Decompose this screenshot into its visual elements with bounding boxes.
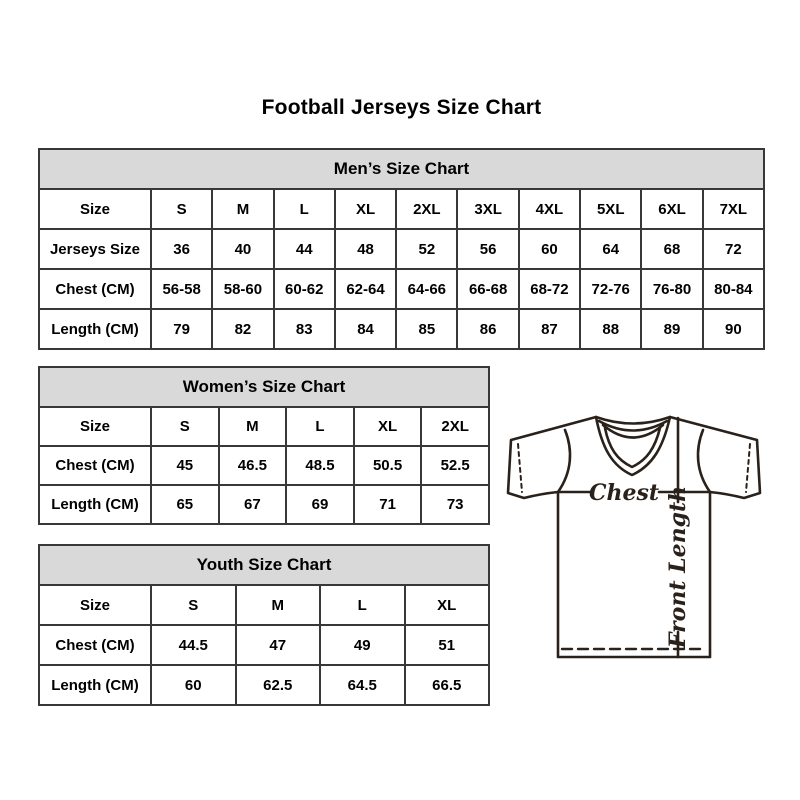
value-cell: 60 — [151, 665, 236, 705]
jersey-outline — [508, 417, 760, 657]
table-title: Men’s Size Chart — [39, 149, 764, 189]
table-title: Youth Size Chart — [39, 545, 489, 585]
value-cell: 88 — [580, 309, 641, 349]
row-header: Chest (CM) — [39, 269, 151, 309]
value-cell: 47 — [236, 625, 321, 665]
value-cell: 85 — [396, 309, 457, 349]
value-cell: 67 — [219, 485, 287, 524]
value-cell: 82 — [212, 309, 273, 349]
value-cell: 66-68 — [457, 269, 518, 309]
value-cell: 69 — [286, 485, 354, 524]
value-cell: 64.5 — [320, 665, 405, 705]
jersey-measurement-diagram — [508, 414, 766, 666]
value-cell: 46.5 — [219, 446, 287, 485]
column-header: XL — [354, 407, 422, 446]
value-cell: 65 — [151, 485, 219, 524]
column-header: 3XL — [457, 189, 518, 229]
right-sleeve-seam — [698, 430, 710, 492]
right-cuff-stitch — [746, 444, 750, 492]
row-header-label: Size — [39, 189, 151, 229]
value-cell: 89 — [641, 309, 702, 349]
value-cell: 36 — [151, 229, 212, 269]
womens-size-table — [38, 366, 490, 525]
value-cell: 76-80 — [641, 269, 702, 309]
value-cell: 80-84 — [703, 269, 764, 309]
value-cell: 83 — [274, 309, 335, 349]
column-header: L — [320, 585, 405, 625]
value-cell: 87 — [519, 309, 580, 349]
column-header: XL — [335, 189, 396, 229]
column-header: 4XL — [519, 189, 580, 229]
value-cell: 84 — [335, 309, 396, 349]
row-header-label: Size — [39, 585, 151, 625]
value-cell: 66.5 — [405, 665, 490, 705]
value-cell: 51 — [405, 625, 490, 665]
value-cell: 79 — [151, 309, 212, 349]
row-header: Length (CM) — [39, 309, 151, 349]
row-header: Chest (CM) — [39, 446, 151, 485]
column-header: M — [212, 189, 273, 229]
value-cell: 64-66 — [396, 269, 457, 309]
column-header: L — [274, 189, 335, 229]
row-header: Chest (CM) — [39, 625, 151, 665]
column-header: S — [151, 189, 212, 229]
column-header: M — [236, 585, 321, 625]
value-cell: 44 — [274, 229, 335, 269]
front-length-label: Front Length — [665, 485, 691, 649]
chest-label: Chest — [588, 480, 660, 506]
value-cell: 52 — [396, 229, 457, 269]
page-title: Football Jerseys Size Chart — [261, 96, 542, 119]
value-cell: 52.5 — [421, 446, 489, 485]
column-header: 2XL — [396, 189, 457, 229]
column-header: S — [151, 585, 236, 625]
mens-size-table — [38, 148, 765, 350]
value-cell: 50.5 — [354, 446, 422, 485]
row-header: Length (CM) — [39, 485, 151, 524]
value-cell: 68 — [641, 229, 702, 269]
value-cell: 86 — [457, 309, 518, 349]
column-header: L — [286, 407, 354, 446]
value-cell: 58-60 — [212, 269, 273, 309]
table-title: Women’s Size Chart — [39, 367, 489, 407]
value-cell: 73 — [421, 485, 489, 524]
value-cell: 48 — [335, 229, 396, 269]
column-header: M — [219, 407, 287, 446]
youth-size-table — [38, 544, 490, 706]
value-cell: 72 — [703, 229, 764, 269]
value-cell: 90 — [703, 309, 764, 349]
value-cell: 56-58 — [151, 269, 212, 309]
value-cell: 60 — [519, 229, 580, 269]
row-header-label: Size — [39, 407, 151, 446]
jersey-icon — [508, 414, 762, 662]
column-header: 2XL — [421, 407, 489, 446]
value-cell: 49 — [320, 625, 405, 665]
value-cell: 62-64 — [335, 269, 396, 309]
value-cell: 68-72 — [519, 269, 580, 309]
column-header: 5XL — [580, 189, 641, 229]
left-sleeve-seam — [558, 430, 570, 492]
column-header: S — [151, 407, 219, 446]
value-cell: 60-62 — [274, 269, 335, 309]
value-cell: 64 — [580, 229, 641, 269]
value-cell: 44.5 — [151, 625, 236, 665]
value-cell: 56 — [457, 229, 518, 269]
value-cell: 72-76 — [580, 269, 641, 309]
column-header: 6XL — [641, 189, 702, 229]
column-header: XL — [405, 585, 490, 625]
value-cell: 71 — [354, 485, 422, 524]
value-cell: 48.5 — [286, 446, 354, 485]
value-cell: 40 — [212, 229, 273, 269]
column-header: 7XL — [703, 189, 764, 229]
value-cell: 45 — [151, 446, 219, 485]
left-cuff-stitch — [518, 444, 522, 492]
row-header: Length (CM) — [39, 665, 151, 705]
value-cell: 62.5 — [236, 665, 321, 705]
row-header: Jerseys Size — [39, 229, 151, 269]
